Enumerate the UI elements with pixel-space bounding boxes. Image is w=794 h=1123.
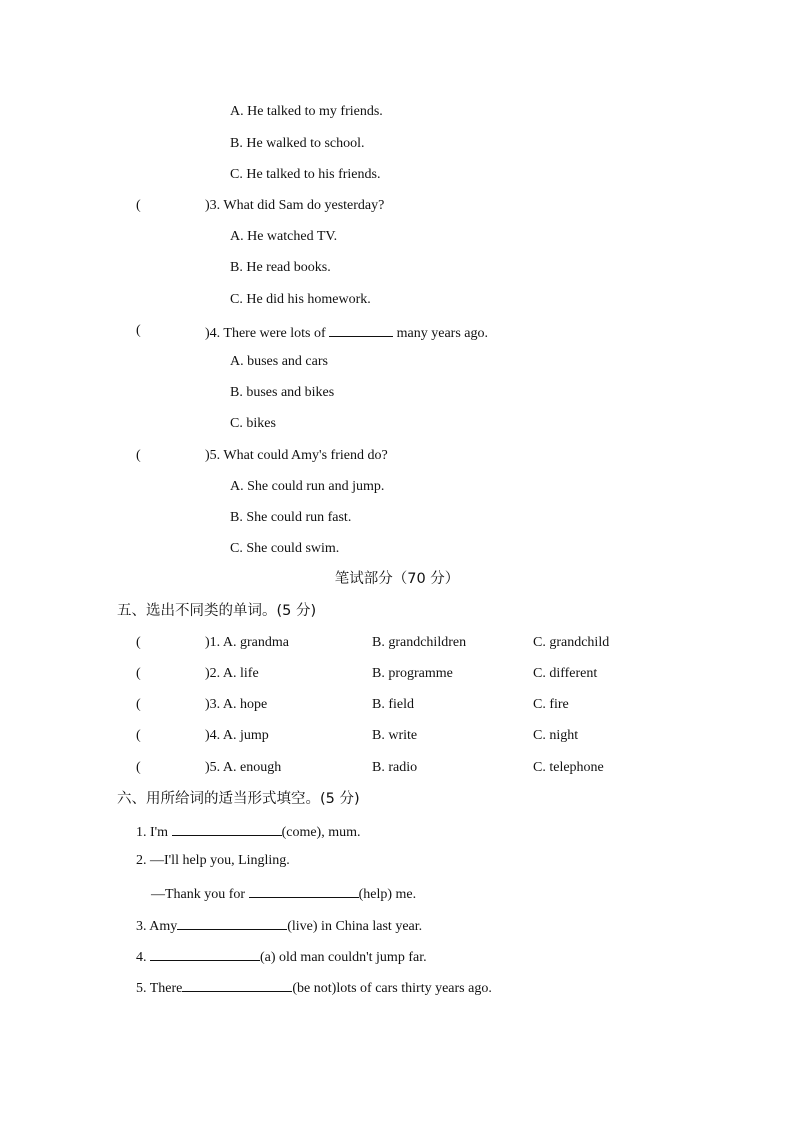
section5-option-b: B. write bbox=[372, 728, 418, 743]
section6-item-3 bbox=[136, 915, 422, 936]
q5-option-b: B. She could run fast. bbox=[230, 510, 352, 525]
q3-answer-paren[interactable]: ( bbox=[136, 198, 141, 213]
section5-option-a: )2. A. life bbox=[205, 666, 259, 681]
q5-stem: )5. What could Amy's friend do? bbox=[205, 448, 388, 463]
section5-answer-paren[interactable]: ( bbox=[136, 697, 141, 712]
item5-text-after: (be not)lots of cars thirty years ago. bbox=[292, 981, 492, 996]
q4-option-a: A. buses and cars bbox=[230, 354, 328, 369]
section5-option-c: C. grandchild bbox=[533, 635, 610, 650]
q5-option-a: A. She could run and jump. bbox=[230, 479, 385, 494]
item3-text-before: 3. Amy bbox=[136, 919, 178, 934]
section5-answer-paren[interactable]: ( bbox=[136, 666, 141, 681]
item2-text-after: (help) me. bbox=[358, 887, 417, 902]
section5-answer-paren[interactable]: ( bbox=[136, 728, 141, 743]
section5-answer-paren[interactable]: ( bbox=[136, 635, 141, 650]
q4-option-b: B. buses and bikes bbox=[230, 385, 335, 400]
section5-option-b: B. radio bbox=[372, 760, 418, 775]
section5-option-b: B. grandchildren bbox=[372, 635, 467, 650]
item1-text-after: (come), mum. bbox=[281, 825, 361, 840]
q2-option-b: B. He walked to school. bbox=[230, 136, 365, 151]
item1-text-before: 1. I'm bbox=[136, 825, 169, 840]
section5-option-b: B. field bbox=[372, 697, 414, 712]
section5-option-c: C. night bbox=[533, 728, 579, 743]
section6-item-5 bbox=[136, 977, 492, 998]
section6-item-2a: 2. —I'll help you, Lingling. bbox=[136, 853, 290, 868]
item3-text-after: (live) in China last year. bbox=[287, 919, 423, 934]
section6-item-2b bbox=[151, 883, 416, 904]
item2-blank[interactable] bbox=[249, 883, 359, 898]
section5-option-a: )1. A. grandma bbox=[205, 635, 289, 650]
item4-blank[interactable] bbox=[150, 946, 260, 961]
item3-blank[interactable] bbox=[177, 915, 287, 930]
section5-title: 五、选出不同类的单词。(5 分) bbox=[117, 603, 317, 619]
q4-stem bbox=[205, 322, 488, 343]
section5-option-a: )5. A. enough bbox=[205, 760, 282, 775]
item2-text-before: —Thank you for bbox=[151, 887, 246, 902]
section6-title: 六、用所给词的适当形式填空。(5 分) bbox=[117, 791, 360, 807]
q2-option-c: C. He talked to his friends. bbox=[230, 167, 381, 182]
item5-text-before: 5. There bbox=[136, 981, 183, 996]
q4-blank[interactable] bbox=[329, 322, 393, 337]
q5-option-c: C. She could swim. bbox=[230, 541, 340, 556]
section5-option-a: )4. A. jump bbox=[205, 728, 269, 743]
section6-item-4 bbox=[136, 946, 427, 967]
q3-option-a: A. He watched TV. bbox=[230, 229, 338, 244]
section5-option-b: B. programme bbox=[372, 666, 453, 681]
q4-answer-paren[interactable]: ( bbox=[136, 323, 141, 338]
item5-blank[interactable] bbox=[182, 977, 292, 992]
item4-text-before: 4. bbox=[136, 950, 147, 965]
section5-option-c: C. telephone bbox=[533, 760, 604, 775]
q4-option-c: C. bikes bbox=[230, 416, 276, 431]
section5-option-a: )3. A. hope bbox=[205, 697, 268, 712]
written-part-title: 笔试部分（70 分） bbox=[334, 571, 460, 587]
section5-answer-paren[interactable]: ( bbox=[136, 760, 141, 775]
q3-option-b: B. He read books. bbox=[230, 260, 331, 275]
item1-blank[interactable] bbox=[172, 821, 282, 836]
item4-text-after: (a) old man couldn't jump far. bbox=[260, 950, 427, 965]
q2-option-a: A. He talked to my friends. bbox=[230, 104, 383, 119]
q4-stem-after: many years ago. bbox=[396, 326, 488, 341]
section5-option-c: C. different bbox=[533, 666, 598, 681]
q3-option-c: C. He did his homework. bbox=[230, 292, 371, 307]
q4-stem-before: )4. There were lots of bbox=[205, 326, 326, 341]
q3-stem: )3. What did Sam do yesterday? bbox=[205, 198, 385, 213]
section6-item-1 bbox=[136, 821, 361, 842]
section5-option-c: C. fire bbox=[533, 697, 569, 712]
q5-answer-paren[interactable]: ( bbox=[136, 448, 141, 463]
